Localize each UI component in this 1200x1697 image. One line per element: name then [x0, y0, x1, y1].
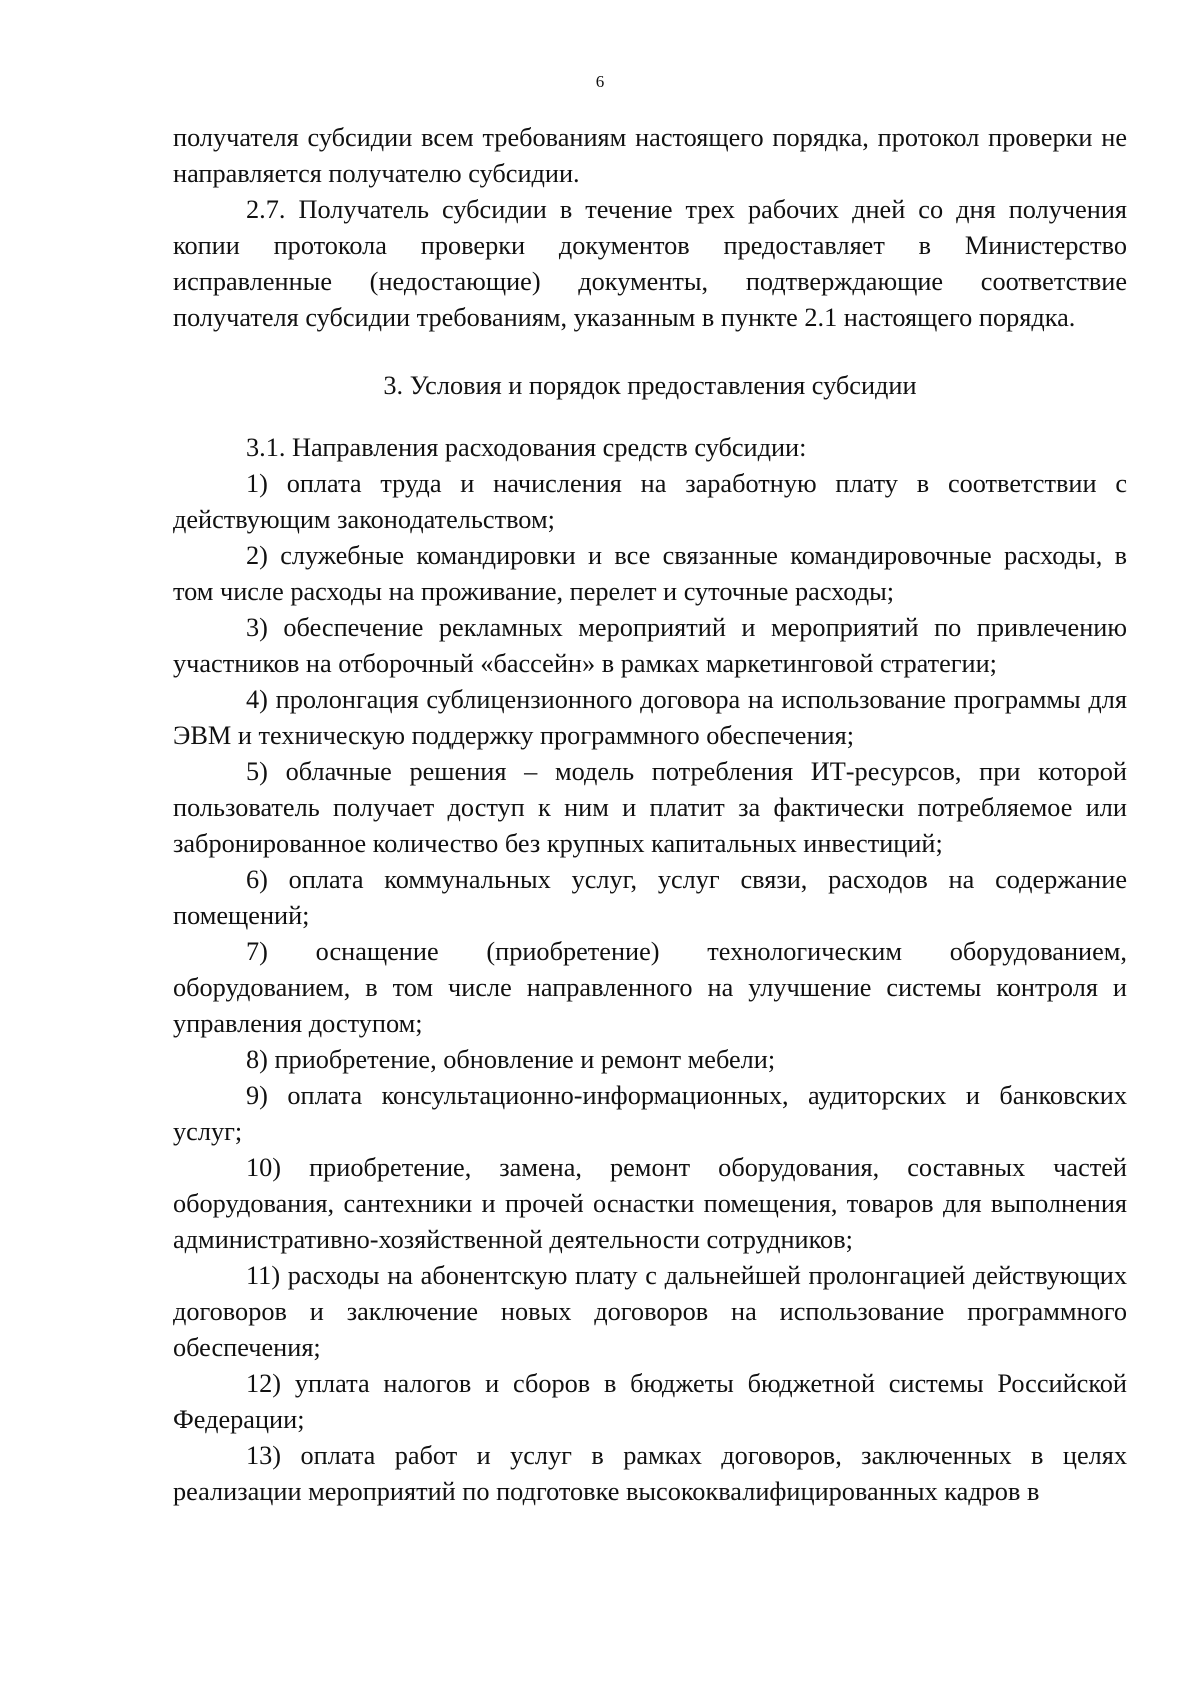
section-heading: 3. Условия и порядок предоставления субсидии: [383, 371, 917, 400]
list-item-3: 3) обеспечение рекламных мероприятий и мероприятий по привлечению участников на отборочный «бассейн» в рамках маркетинговой стратегии;: [173, 613, 1127, 678]
list-item-2: 2) служебные командировки и все связанные командировочные расходы, в том числе расходы на проживание, перелет и суточные расходы;: [173, 541, 1127, 606]
paragraph-continuation: получателя субсидии всем требованиям настоящего порядка, протокол проверки не направляется получателю субсидии.: [173, 123, 1127, 188]
list-item-8: 8) приобретение, обновление и ремонт мебели;: [246, 1045, 776, 1074]
list-item-7: 7) оснащение (приобретение) технологическим оборудованием, оборудованием, в том числе направленного на улучшение системы контроля и управления доступом;: [173, 937, 1127, 1038]
list-item-5: 5) облачные решения – модель потребления ИТ-ресурсов, при которой пользователь получает доступ к ним и платит за фактически потребляемое или забронированное количество без крупных капитальных инвестиций;: [173, 757, 1127, 858]
list-item-4: 4) пролонгация сублицензионного договора на использование программы для ЭВМ и техническую поддержку программного обеспечения;: [173, 685, 1127, 750]
list-item-6: 6) оплата коммунальных услуг, услуг связи, расходов на содержание помещений;: [173, 865, 1127, 930]
list-item-11: 11) расходы на абонентскую плату с дальнейшей пролонгацией действующих договоров и заключение новых договоров на использование программного обеспечения;: [173, 1261, 1127, 1362]
document-body: [173, 120, 1127, 1510]
list-item-1: 1) оплата труда и начисления на заработную плату в соответствии с действующим законодательством;: [173, 469, 1127, 534]
list-item-13: 13) оплата работ и услуг в рамках договоров, заключенных в целях реализации мероприятий по подготовке высококвалифицированных кадров в: [173, 1441, 1127, 1506]
list-item-9: 9) оплата консультационно-информационных, аудиторских и банковских услуг;: [173, 1081, 1127, 1146]
paragraph-3-1: 3.1. Направления расходования средств субсидии:: [246, 433, 807, 462]
list-item-10: 10) приобретение, замена, ремонт оборудования, составных частей оборудования, сантехники и прочей оснастки помещения, товаров для выполнения административно-хозяйственной деятельности сотрудников;: [173, 1153, 1127, 1254]
paragraph-2-7: 2.7. Получатель субсидии в течение трех рабочих дней со дня получения копии протокола проверки документов предоставляет в Министерство исправленные (недостающие) документы, подтверждающие соответствие получателя субсидии требованиям, указанным в пункте 2.1 настоящего порядка.: [173, 195, 1127, 332]
page-number: 6: [595, 72, 605, 91]
list-item-12: 12) уплата налогов и сборов в бюджеты бюджетной системы Российской Федерации;: [173, 1369, 1127, 1434]
